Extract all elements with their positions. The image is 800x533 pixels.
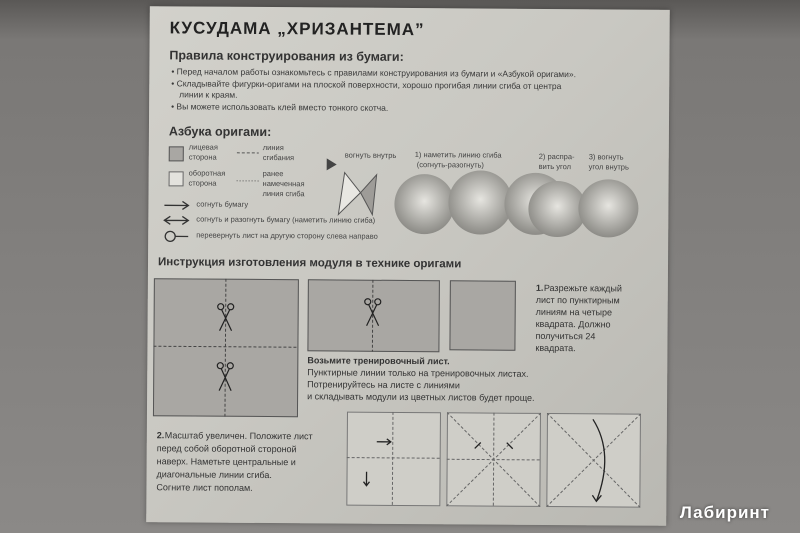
- instruction-sheet: [146, 6, 670, 526]
- step2-label: вить угол: [538, 161, 572, 172]
- step1-line: лист по пунктирным: [535, 294, 620, 306]
- step-photo: [394, 174, 454, 234]
- fold-diagram-1-lines: [346, 412, 441, 507]
- step2-line: Согните лист пополам.: [156, 482, 253, 493]
- cut-lines: [153, 278, 299, 417]
- rules-item: • Складывайте фигурки-оригами на плоской поверхности, хорошо прогибая линии сгиба от центра: [171, 78, 562, 92]
- rules-item: • Перед началом работы ознакомьтесь с правилами конструирования из бумаги и «Азбукой оригами».: [171, 66, 577, 80]
- instruction-heading: Инструкция изготовления модуля в технике оригами: [157, 256, 462, 271]
- step1-line: квадрата.: [535, 342, 576, 354]
- training-line: Потренируйтесь на листе с линиями: [307, 379, 460, 391]
- fold-paper-label: согнуть бумагу: [196, 199, 249, 209]
- half-cut-line: [307, 279, 439, 352]
- step1-line: квадрата. Должно: [535, 318, 611, 330]
- prev-line-label: линия сгиба: [262, 188, 305, 199]
- fold-line-label: линия: [262, 142, 284, 153]
- step1-line: Разрежьте каждый: [543, 282, 622, 294]
- training-line: и складывать модули из цветных листов будет проще.: [307, 391, 535, 403]
- step2-line: диагональные линии сгиба.: [156, 469, 272, 481]
- page-title: КУСУДАМА „ХРИЗАНТЕМА”: [169, 18, 425, 40]
- back-side-label: оборотная: [188, 168, 226, 178]
- front-side-label: сторона: [188, 152, 217, 162]
- fold-line-label: сгибания: [262, 152, 295, 163]
- rules-item: • Вы можете использовать клей вместо тонкого скотча.: [171, 101, 389, 113]
- step3-label: 3) вогнуть: [588, 152, 624, 162]
- step1-number: 1.: [535, 282, 544, 293]
- front-side-label: лицевая: [188, 142, 218, 152]
- step2-line: перед собой оборотной стороной: [156, 443, 297, 455]
- step2-number: 2.: [156, 430, 165, 441]
- azbuka-heading: Азбука оригами:: [168, 124, 272, 140]
- arrow-legend-icons: [162, 199, 192, 245]
- step1-line: линиям на четыре: [535, 306, 613, 318]
- training-heading: Возьмите тренировочный лист.: [307, 355, 450, 367]
- square-diagram: [449, 280, 515, 350]
- front-side-swatch: [169, 146, 184, 161]
- back-side-label: сторона: [188, 178, 217, 188]
- rules-heading: Правила конструирования из бумаги:: [169, 48, 404, 64]
- step2-line: Масштаб увеличен. Положите лист: [164, 430, 313, 442]
- step-photo: [578, 179, 638, 237]
- prev-line-label: намеченная: [262, 178, 305, 189]
- labirint-watermark: Лабиринт: [679, 503, 770, 522]
- step2-line: наверх. Наметьте центральные и: [156, 456, 296, 468]
- step1-line: получиться 24: [535, 330, 596, 342]
- fold-line-legend-icons: [236, 147, 260, 197]
- fold-diagram-2-lines: [446, 412, 541, 507]
- fold-inside-diagram: [324, 152, 393, 224]
- rules-item: линии к краям.: [179, 89, 238, 100]
- step1-label: 1) наметить линию сгиба: [414, 150, 502, 160]
- prev-line-label: ранее: [262, 168, 284, 179]
- fold-diagram-3-lines: [546, 413, 641, 508]
- step-photo: [448, 170, 512, 234]
- step1-label: (согнуть-разогнуть): [416, 160, 484, 170]
- fold-inside-label: вогнуть внутрь: [344, 150, 397, 160]
- flip-sheet-label: перевернуть лист на другую сторону слева направо: [196, 230, 378, 241]
- step3-label: угол внутрь: [588, 162, 629, 172]
- fold-unfold-label: согнуть и разогнуть бумагу (наметить линию сгиба): [196, 214, 376, 225]
- step2-label: 2) распра-: [538, 151, 575, 162]
- back-side-swatch: [169, 171, 184, 186]
- training-line: Пунктирные линии только на тренировочных листах.: [307, 367, 529, 379]
